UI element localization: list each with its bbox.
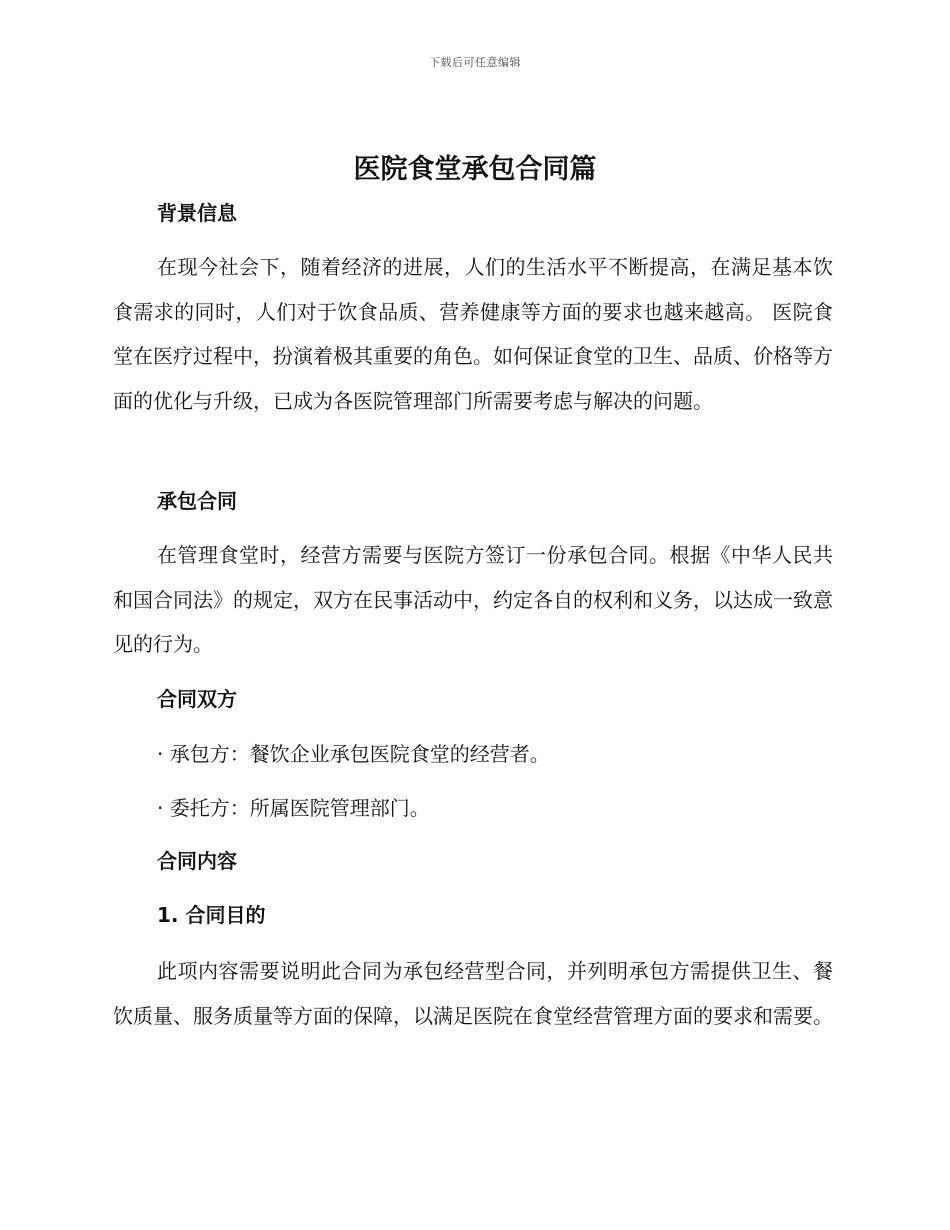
section-heading-background: 背景信息 <box>157 201 237 225</box>
party-item-client: · 委托方：所属医院管理部门。 <box>157 796 430 820</box>
section-heading-contract: 承包合同 <box>157 489 237 513</box>
document-title: 医院食堂承包合同篇 <box>353 154 597 185</box>
paragraph-purpose: 此项内容需要说明此合同为承包经营型合同，并列明承包方需提供卫生、餐饮质量、服务质量等方面的保障，以满足医院在食堂经营管理方面的要求和需要。 <box>113 959 833 1028</box>
subsection-heading-purpose: 1. 合同目的 <box>157 903 266 927</box>
section-heading-content: 合同内容 <box>157 849 237 873</box>
page-header-note: 下载后可任意编辑 <box>429 56 521 69</box>
paragraph-contract: 在管理食堂时，经营方需要与医院方签订一份承包合同。根据《中华人民共和国合同法》的规定，双方在民事活动中，约定各自的权利和义务，以达成一致意见的行为。 <box>113 543 833 656</box>
paragraph-background: 在现今社会下，随着经济的进展，人们的生活水平不断提高，在满足基本饮食需求的同时，人们对于饮食品质、营养健康等方面的要求也越来越高。 医院食堂在医疗过程中，扮演着极其重要的角色。如何保证食堂的卫生、品质、价格等方面的优化与升级，已成为各医院管理部门所需要考虑与解决的问题。 <box>113 255 833 413</box>
party-item-contractor: · 承包方：餐饮企业承包医院食堂的经营者。 <box>157 742 550 766</box>
section-heading-parties: 合同双方 <box>157 687 237 711</box>
